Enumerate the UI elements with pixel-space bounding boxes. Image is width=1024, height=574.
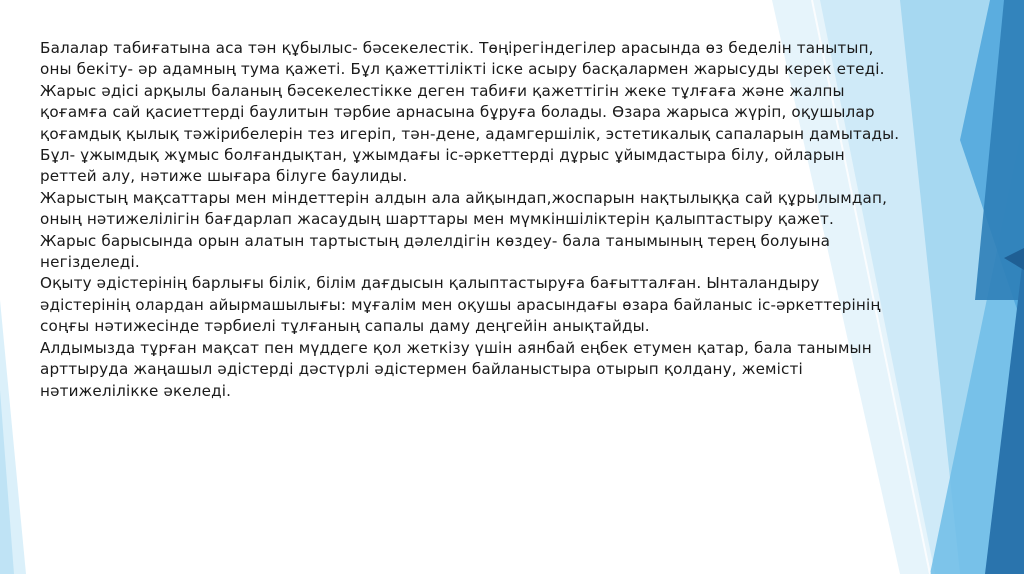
paragraph-6: Алдымызда тұрған мақсат пен мүддеге қол жеткізу үшін аянбай еңбек етумен қатар, бала танымын арттыруда жаңашыл әдістерді дәстүрлі әдістермен байланыстыра отырып қолдану, жемісті нәтижелілікке әкеледі.: [40, 338, 872, 400]
paragraph-5: Оқыту әдістерінің барлығы білік, білім дағдысын қалыптастыруға бағытталған. Ынталандыру әдістерінің олардан айырмашылығы: мұғалім мен оқушы арасындағы өзара байланыс іс-әркеттерінің соңғы нәтижесінде тәрбиелі тұлғаның сапалы даму деңгейін анықтайды.: [40, 274, 881, 336]
paragraph-4: Жарыс барысында орын алатын тартыстың дәлелдігін көздеу- бала танымының терең болуына негізделеді.: [40, 231, 831, 272]
body-text: [40, 38, 900, 402]
paragraph-1: Балалар табиғатына аса тән құбылыс- бәсекелестік. Төңірегіндегілер арасында өз беделін танытып, оны бекіту- әр адамның тума қажеті. Бұл қажеттілікті іске асыру басқалармен жарысуды керек етеді.: [40, 39, 885, 79]
paragraph-3: Жарыстың мақсаттары мен міндеттерін алдын ала айқындап,жоспарын нақтылыққа сай құрылымдап, оның нәтижелілігін бағдарлап жасаудың шарттары мен мүмкіншіліктерін қалыптастыру қажет.: [40, 188, 888, 229]
paragraph-2: Жарыс әдісі арқылы баланың бәсекелестікке деген табиғи қажеттігін жеке тұлғаға және жалпы қоғамға сай қасиеттерді баулитын тәрбие арнасына бұруға болады. Өзара жарыса жүріп, оқушылар қоғамдық қылық тәжірибелерін тез игеріп, тән-дене, адамгершілік, эстетикалық сапаларын дамытады. Бұл- ұжымдық жұмыс болғандықтан, ұжымдағы іс-әркеттерді дұрыс ұйымдастыра білу, ойларын реттей алу, нәтиже шығара білуге баулиды.: [40, 81, 900, 186]
